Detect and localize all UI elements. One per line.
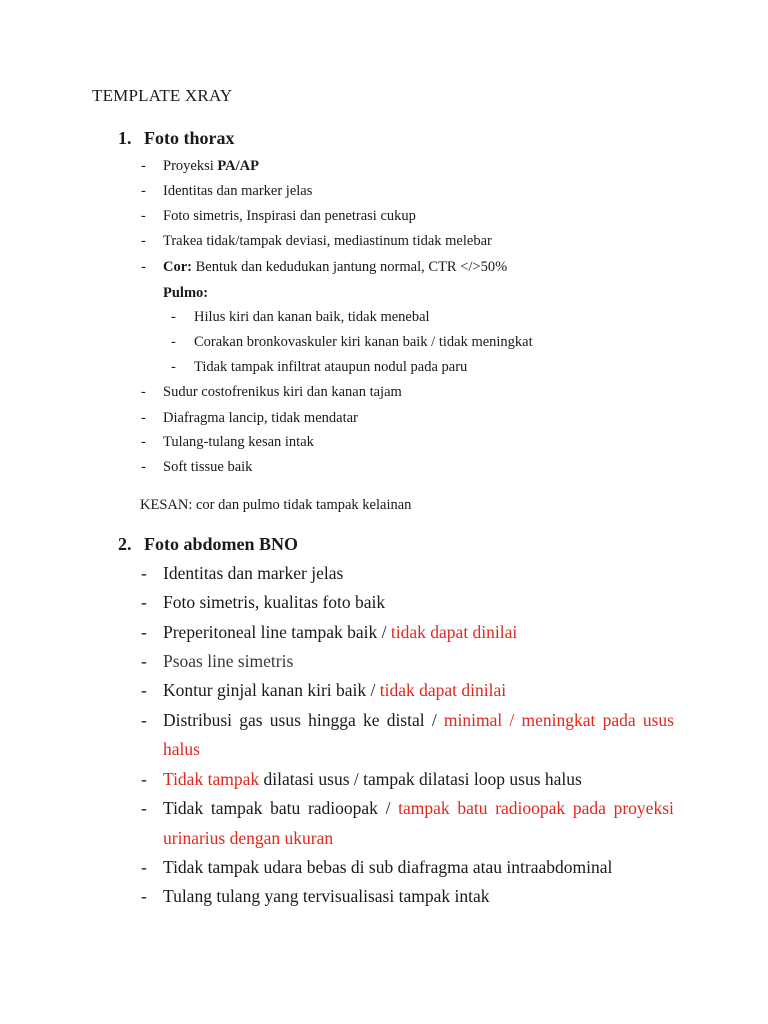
pulmo-label: Pulmo:	[163, 285, 209, 301]
bullet-dash: -	[141, 410, 146, 426]
proyeksi-value: PA/AP	[217, 158, 259, 174]
list-item-proyeksi	[0, 158, 768, 178]
word-red: pada	[602, 710, 636, 730]
pulmo-list-item	[0, 359, 768, 379]
list-item-text	[163, 259, 507, 276]
section-title: Foto thorax	[144, 128, 235, 148]
list-item-text: Corakan bronkovaskuler kiri kanan baik / tidak meningkat	[194, 334, 533, 350]
word-red: minimal	[443, 710, 503, 730]
section-number: 2.	[118, 534, 132, 554]
list-item	[0, 183, 768, 203]
bullet-dash: -	[141, 384, 146, 400]
word-red: radioopak	[495, 798, 566, 818]
section-heading-foto-thorax	[118, 128, 234, 149]
justified-line	[163, 710, 674, 731]
bullet-dash: -	[141, 769, 147, 789]
word: ke	[362, 710, 380, 730]
word: distal	[386, 710, 425, 730]
list-item-batu-radioopak	[0, 798, 768, 822]
list-item-text: Tulang tulang yang tervisualisasi tampak intak	[163, 886, 490, 906]
list-item	[0, 434, 768, 454]
bullet-dash: -	[141, 798, 147, 818]
list-item-distribusi-gas	[0, 710, 768, 734]
proyeksi-label: Proyeksi	[163, 158, 218, 174]
list-item	[0, 563, 768, 587]
bullet-dash: -	[171, 334, 176, 350]
continuation-line-red: halus	[163, 739, 200, 759]
list-item	[0, 592, 768, 616]
list-item	[0, 384, 768, 404]
word-red: proyeksi	[613, 798, 674, 818]
word: Tidak	[163, 798, 204, 818]
bullet-dash: -	[171, 309, 176, 325]
list-item-text: Trakea tidak/tampak deviasi, mediastinum tidak melebar	[163, 233, 492, 249]
pulmo-list-item	[0, 334, 768, 354]
list-item-text: Diafragma lancip, tidak mendatar	[163, 410, 358, 426]
word: /	[385, 798, 391, 818]
word: tampak	[210, 798, 263, 818]
continuation-line-red: urinarius dengan ukuran	[163, 828, 334, 848]
list-item-text: Foto simetris, Inspirasi dan penetrasi cukup	[163, 208, 416, 224]
list-item	[0, 233, 768, 253]
cor-text: Bentuk dan kedudukan jantung normal, CTR </>50%	[192, 259, 508, 275]
bullet-dash: -	[141, 158, 146, 174]
list-item-text	[163, 622, 517, 643]
bullet-dash: -	[141, 857, 147, 877]
list-item	[0, 769, 768, 793]
list-item	[0, 680, 768, 704]
list-item-text: Tulang-tulang kesan intak	[163, 434, 314, 450]
word-red: batu	[457, 798, 488, 818]
item-text-red: tidak dapat dinilai	[379, 680, 507, 700]
list-item	[0, 459, 768, 479]
item-text-red: Tidak tampak	[163, 769, 260, 789]
word: radioopak	[307, 798, 378, 818]
word: usus	[269, 710, 301, 730]
list-item	[0, 622, 768, 646]
bullet-dash: -	[141, 592, 147, 612]
list-item	[0, 651, 768, 675]
word-red: tampak	[398, 798, 450, 818]
word: gas	[239, 710, 263, 730]
item-text-red: tidak dapat dinilai	[390, 622, 518, 642]
list-item-text: Soft tissue baik	[163, 459, 253, 475]
bullet-dash: -	[141, 259, 146, 275]
item-text-black: Kontur ginjal kanan kiri baik /	[163, 680, 380, 700]
bullet-dash: -	[141, 710, 147, 730]
list-item-cor	[0, 259, 768, 279]
document-title: TEMPLATE XRAY	[92, 86, 233, 105]
list-item	[0, 886, 768, 910]
bullet-dash: -	[141, 622, 147, 642]
section-heading-foto-abdomen	[118, 534, 298, 555]
cor-label: Cor:	[163, 259, 192, 275]
word-red: meningkat	[521, 710, 596, 730]
list-item-text: Tidak tampak udara bebas di sub diafragma atau intraabdominal	[163, 857, 613, 877]
list-item-text: Tidak tampak infiltrat ataupun nodul pada paru	[194, 359, 468, 375]
word: Distribusi	[163, 710, 233, 730]
list-item-text: Identitas dan marker jelas	[163, 563, 344, 583]
bullet-dash: -	[141, 434, 146, 450]
word-red: /	[509, 710, 515, 730]
word-red: usus	[642, 710, 674, 730]
list-item	[0, 410, 768, 430]
list-item-text: Foto simetris, kualitas foto baik	[163, 592, 386, 612]
kesan-conclusion: KESAN: cor dan pulmo tidak tampak kelainan	[140, 497, 412, 513]
list-item-text: Hilus kiri dan kanan baik, tidak menebal	[194, 309, 430, 325]
item-text-black: dilatasi usus / tampak dilatasi loop usus halus	[259, 769, 582, 789]
word-red: pada	[572, 798, 606, 818]
pulmo-list-item	[0, 309, 768, 329]
list-item-text	[163, 680, 506, 701]
bullet-dash: -	[171, 359, 176, 375]
bullet-dash: -	[141, 651, 147, 671]
item-text-black: Preperitoneal line tampak baik /	[163, 622, 391, 642]
section-number: 1.	[118, 128, 132, 148]
word: hingga	[308, 710, 356, 730]
word: /	[431, 710, 437, 730]
bullet-dash: -	[141, 208, 146, 224]
justified-line	[163, 798, 674, 819]
list-item-text	[163, 769, 582, 790]
list-item-text: Sudur costofrenikus kiri dan kanan tajam	[163, 384, 402, 400]
bullet-dash: -	[141, 886, 147, 906]
list-item	[0, 208, 768, 228]
list-item-text	[163, 158, 259, 175]
section-title: Foto abdomen BNO	[144, 534, 299, 554]
word: batu	[270, 798, 301, 818]
bullet-dash: -	[141, 680, 147, 700]
list-item	[0, 857, 768, 881]
list-item-text: Identitas dan marker jelas	[163, 183, 313, 199]
bullet-dash: -	[141, 233, 146, 249]
bullet-dash: -	[141, 563, 147, 583]
bullet-dash: -	[141, 459, 146, 475]
bullet-dash: -	[141, 183, 146, 199]
list-item-text: Psoas line simetris	[163, 651, 294, 671]
